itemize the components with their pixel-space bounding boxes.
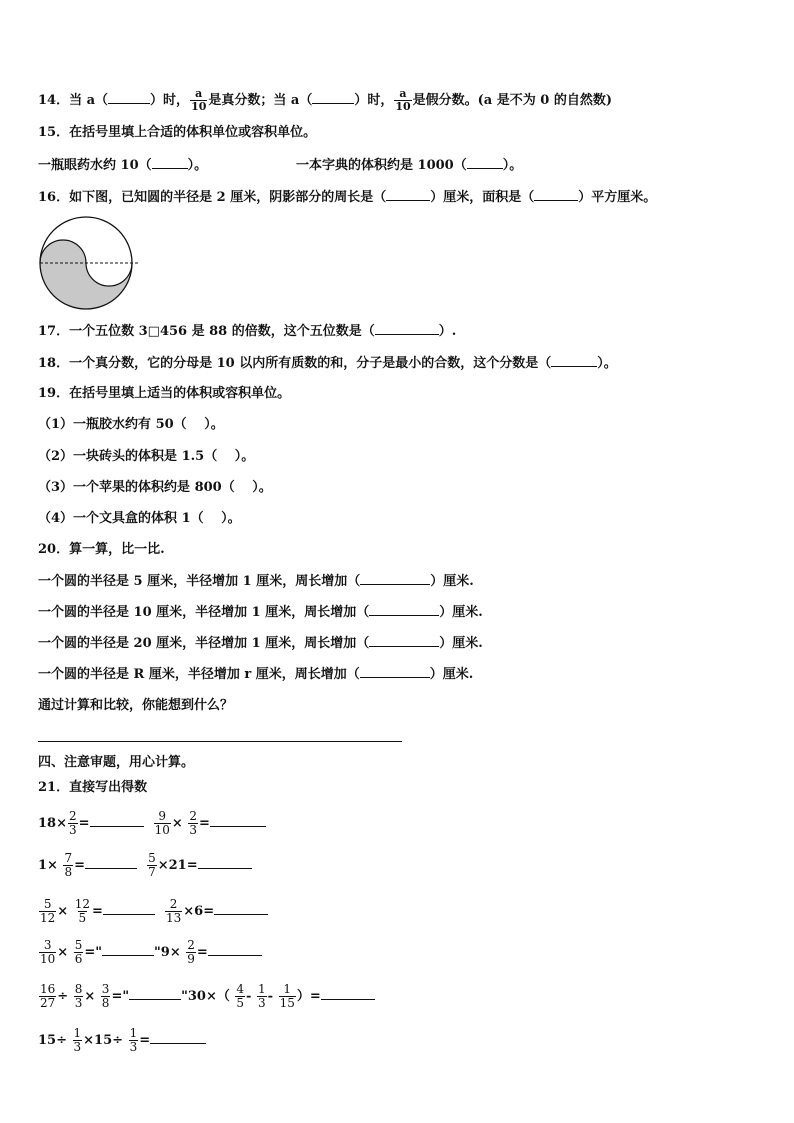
- section-heading: 四、注意审题，用心计算。: [38, 755, 195, 770]
- answer-blank[interactable]: [312, 91, 354, 104]
- calc-row-4: $\frac{3}{10}$ × $\frac{5}{6}$ =" "9× $\frac{2}{9}$ =: [38, 939, 262, 966]
- answer-blank[interactable]: [85, 856, 137, 869]
- circle-diagram: [36, 213, 146, 313]
- answer-blank[interactable]: [360, 665, 430, 678]
- calc-row-1: 18× $\frac{2}{3}$ = $\frac{9}{10}$ × $\frac{2}{3}$ =: [38, 810, 266, 837]
- question-20-row: 一个圆的半径是 20 厘米，半径增加 1 厘米，周长增加（ ）厘米.: [38, 636, 483, 651]
- question-19-item: （1）一瓶胶水约有 50（ ）。: [38, 417, 224, 432]
- answer-blank[interactable]: [386, 188, 430, 201]
- calc-row-2: 1× $\frac{7}{8}$ = $\frac{5}{7}$ ×21=: [38, 852, 252, 879]
- question-19-item: （3）一个苹果的体积约是 800（ ）。: [38, 480, 272, 495]
- question-20-prompt: 通过计算和比较，你能想到什么？: [38, 698, 234, 713]
- answer-blank[interactable]: [360, 572, 430, 585]
- answer-blank[interactable]: [210, 814, 266, 827]
- question-20-title: 20．算一算，比一比.: [38, 542, 165, 557]
- answer-blank[interactable]: [198, 856, 252, 869]
- question-19-item: （2）一块砖头的体积是 1.5（ ）。: [38, 449, 255, 464]
- fraction: $\frac{a}{10}$: [191, 87, 207, 113]
- question-15-b: 一本字典的体积约是 1000（ ）。: [296, 158, 523, 173]
- question-20-row: 一个圆的半径是 R 厘米，半径增加 r 厘米，周长增加（ ）厘米.: [38, 667, 474, 682]
- answer-blank[interactable]: [369, 603, 439, 616]
- answer-blank[interactable]: [208, 943, 262, 956]
- question-17: 17．一个五位数 3□456 是 88 的倍数，这个五位数是（ ）.: [38, 324, 457, 339]
- question-15-a: 一瓶眼药水约 10（ ）。: [38, 158, 208, 173]
- answer-blank[interactable]: [375, 322, 439, 335]
- question-14: 14．当 a（ ）时， $\frac{a}{10}$ 是真分数；当 a（ ）时， $\frac{a}{10}$ 是假分数。(a 是不为 0 的自然数): [38, 87, 613, 113]
- answer-blank[interactable]: [321, 987, 375, 1000]
- question-19-item: （4）一个文具盒的体积 1（ ）。: [38, 511, 241, 526]
- answer-blank[interactable]: [369, 634, 439, 647]
- answer-blank[interactable]: [102, 943, 154, 956]
- fraction: $\frac{a}{10}$: [395, 87, 411, 113]
- answer-blank[interactable]: [214, 902, 268, 915]
- answer-blank[interactable]: [90, 814, 144, 827]
- calc-row-5: $\frac{16}{27}$ ÷ $\frac{8}{3}$ × $\frac{3}{8}$ =" "30×（ $\frac{4}{5}$ - $\frac{1}{3}$ - $\frac{1}{15}$ ）=: [38, 983, 375, 1010]
- calc-row-3: $\frac{5}{12}$ × $\frac{12}{5}$ = $\frac{2}{13}$ ×6=: [38, 898, 268, 925]
- question-20-row: 一个圆的半径是 5 厘米，半径增加 1 厘米，周长增加（ ）厘米.: [38, 574, 474, 589]
- question-18: 18．一个真分数，它的分母是 10 以内所有质数的和，分子是最小的合数，这个分数是（ ）。: [38, 356, 617, 371]
- question-15-title: 15．在括号里填上合适的体积单位或容积单位。: [38, 125, 317, 140]
- calc-row-6: 15÷ $\frac{1}{3}$ ×15÷ $\frac{1}{3}$ =: [38, 1027, 206, 1054]
- answer-blank[interactable]: [534, 188, 578, 201]
- question-number: 14．: [38, 93, 70, 108]
- answer-blank[interactable]: [551, 354, 597, 367]
- answer-blank[interactable]: [467, 156, 503, 169]
- answer-line[interactable]: [38, 741, 402, 742]
- answer-blank[interactable]: [108, 91, 150, 104]
- answer-blank[interactable]: [129, 987, 181, 1000]
- answer-blank[interactable]: [150, 1031, 206, 1044]
- answer-blank[interactable]: [103, 902, 155, 915]
- answer-blank[interactable]: [152, 156, 188, 169]
- question-20-row: 一个圆的半径是 10 厘米，半径增加 1 厘米，周长增加（ ）厘米.: [38, 605, 483, 620]
- question-21-title: 21．直接写出得数: [38, 780, 148, 795]
- question-16: 16．如下图，已知圆的半径是 2 厘米，阴影部分的周长是（ ）厘米，面积是（ ）平方厘米。: [38, 190, 657, 205]
- question-19-title: 19．在括号里填上适当的体积或容积单位。: [38, 386, 291, 401]
